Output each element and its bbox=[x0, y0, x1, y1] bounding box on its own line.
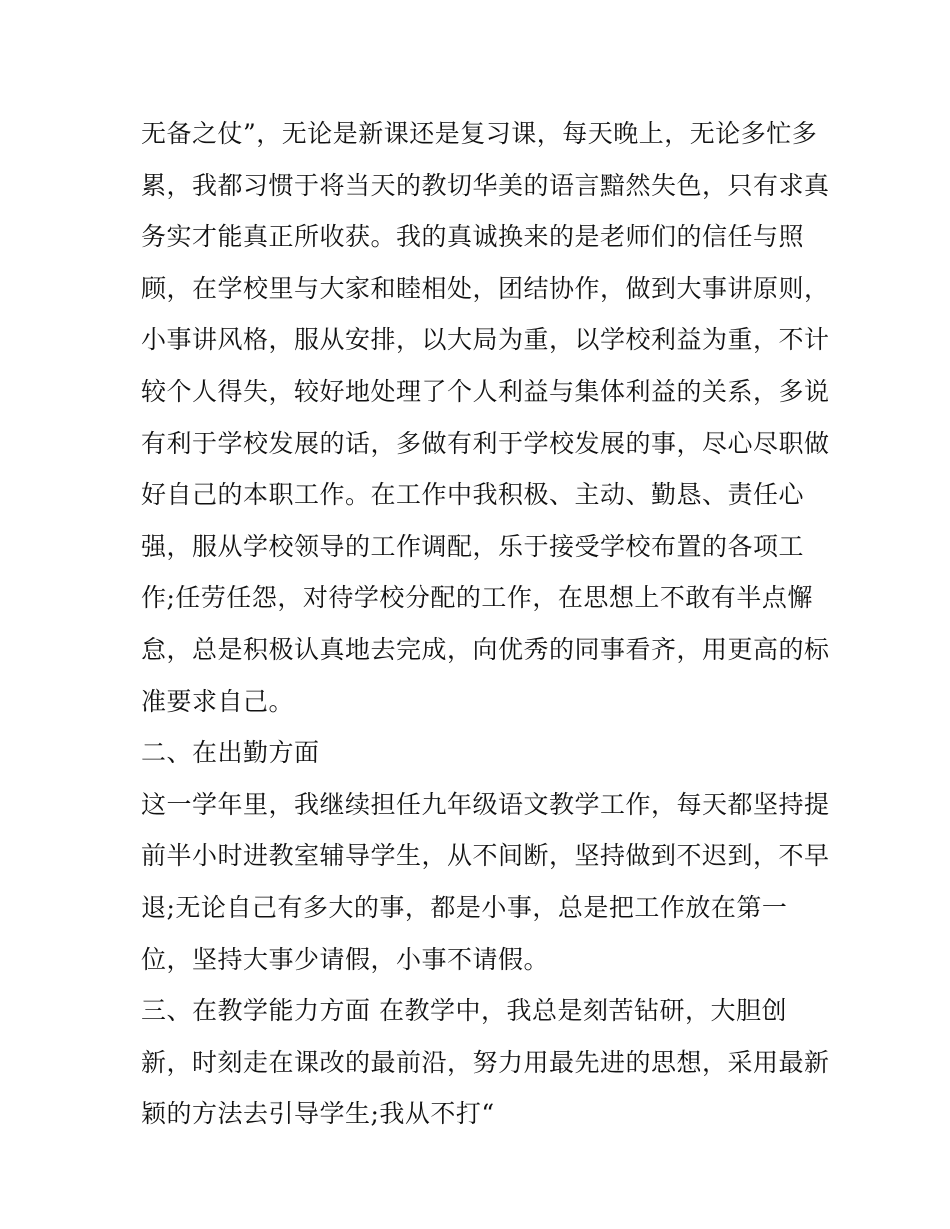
text-line: 新，时刻走在课改的最前沿，努力用最先进的思想，采用最新 bbox=[141, 1047, 830, 1077]
text-line: 这一学年里，我继续担任九年级语文教学工作，每天都坚持提 bbox=[141, 789, 830, 819]
text-line: 顾，在学校里与大家和睦相处，团结协作，做到大事讲原则， bbox=[141, 273, 830, 303]
text-line: 有利于学校发展的话，多做有利于学校发展的事，尽心尽职做 bbox=[141, 428, 830, 458]
text-line: 强，服从学校领导的工作调配，乐于接受学校布置的各项工 bbox=[141, 531, 805, 561]
text-line: 较个人得失，较好地处理了个人利益与集体利益的关系，多说 bbox=[141, 376, 830, 406]
text-line: 准要求自己。 bbox=[141, 686, 295, 716]
text-line: 颖的方法去引导学生;我从不打“ bbox=[141, 1099, 495, 1129]
text-line: 累，我都习惯于将当天的教切华美的语言黯然失色，只有求真 bbox=[141, 170, 830, 200]
text-line: 位，坚持大事少请假，小事不请假。 bbox=[141, 944, 550, 974]
text-line: 前半小时进教室辅导学生，从不间断，坚持做到不迟到，不早 bbox=[141, 841, 830, 871]
text-line: 退;无论自己有多大的事，都是小事，总是把工作放在第一 bbox=[141, 892, 788, 922]
body-text bbox=[141, 108, 830, 1140]
text-line: 好自己的本职工作。在工作中我积极、主动、勤恳、责任心 bbox=[141, 480, 805, 510]
section-heading: 三、在教学能力方面 在教学中，我总是刻苦钻研，大胆创 bbox=[141, 996, 787, 1026]
section-heading: 二、在出勤方面 bbox=[141, 738, 320, 768]
text-line: 怠，总是积极认真地去完成，向优秀的同事看齐，用更高的标 bbox=[141, 634, 830, 664]
text-line: 务实才能真正所收获。我的真诚换来的是老师们的信任与照 bbox=[141, 222, 805, 252]
text-line: 小事讲风格，服从安排，以大局为重，以学校利益为重，不计 bbox=[141, 325, 830, 355]
text-line: 作;任劳任怨，对待学校分配的工作，在思想上不敢有半点懈 bbox=[141, 583, 813, 613]
text-line: 无备之仗”，无论是新课还是复习课，每天晚上，无论多忙多 bbox=[141, 119, 818, 148]
